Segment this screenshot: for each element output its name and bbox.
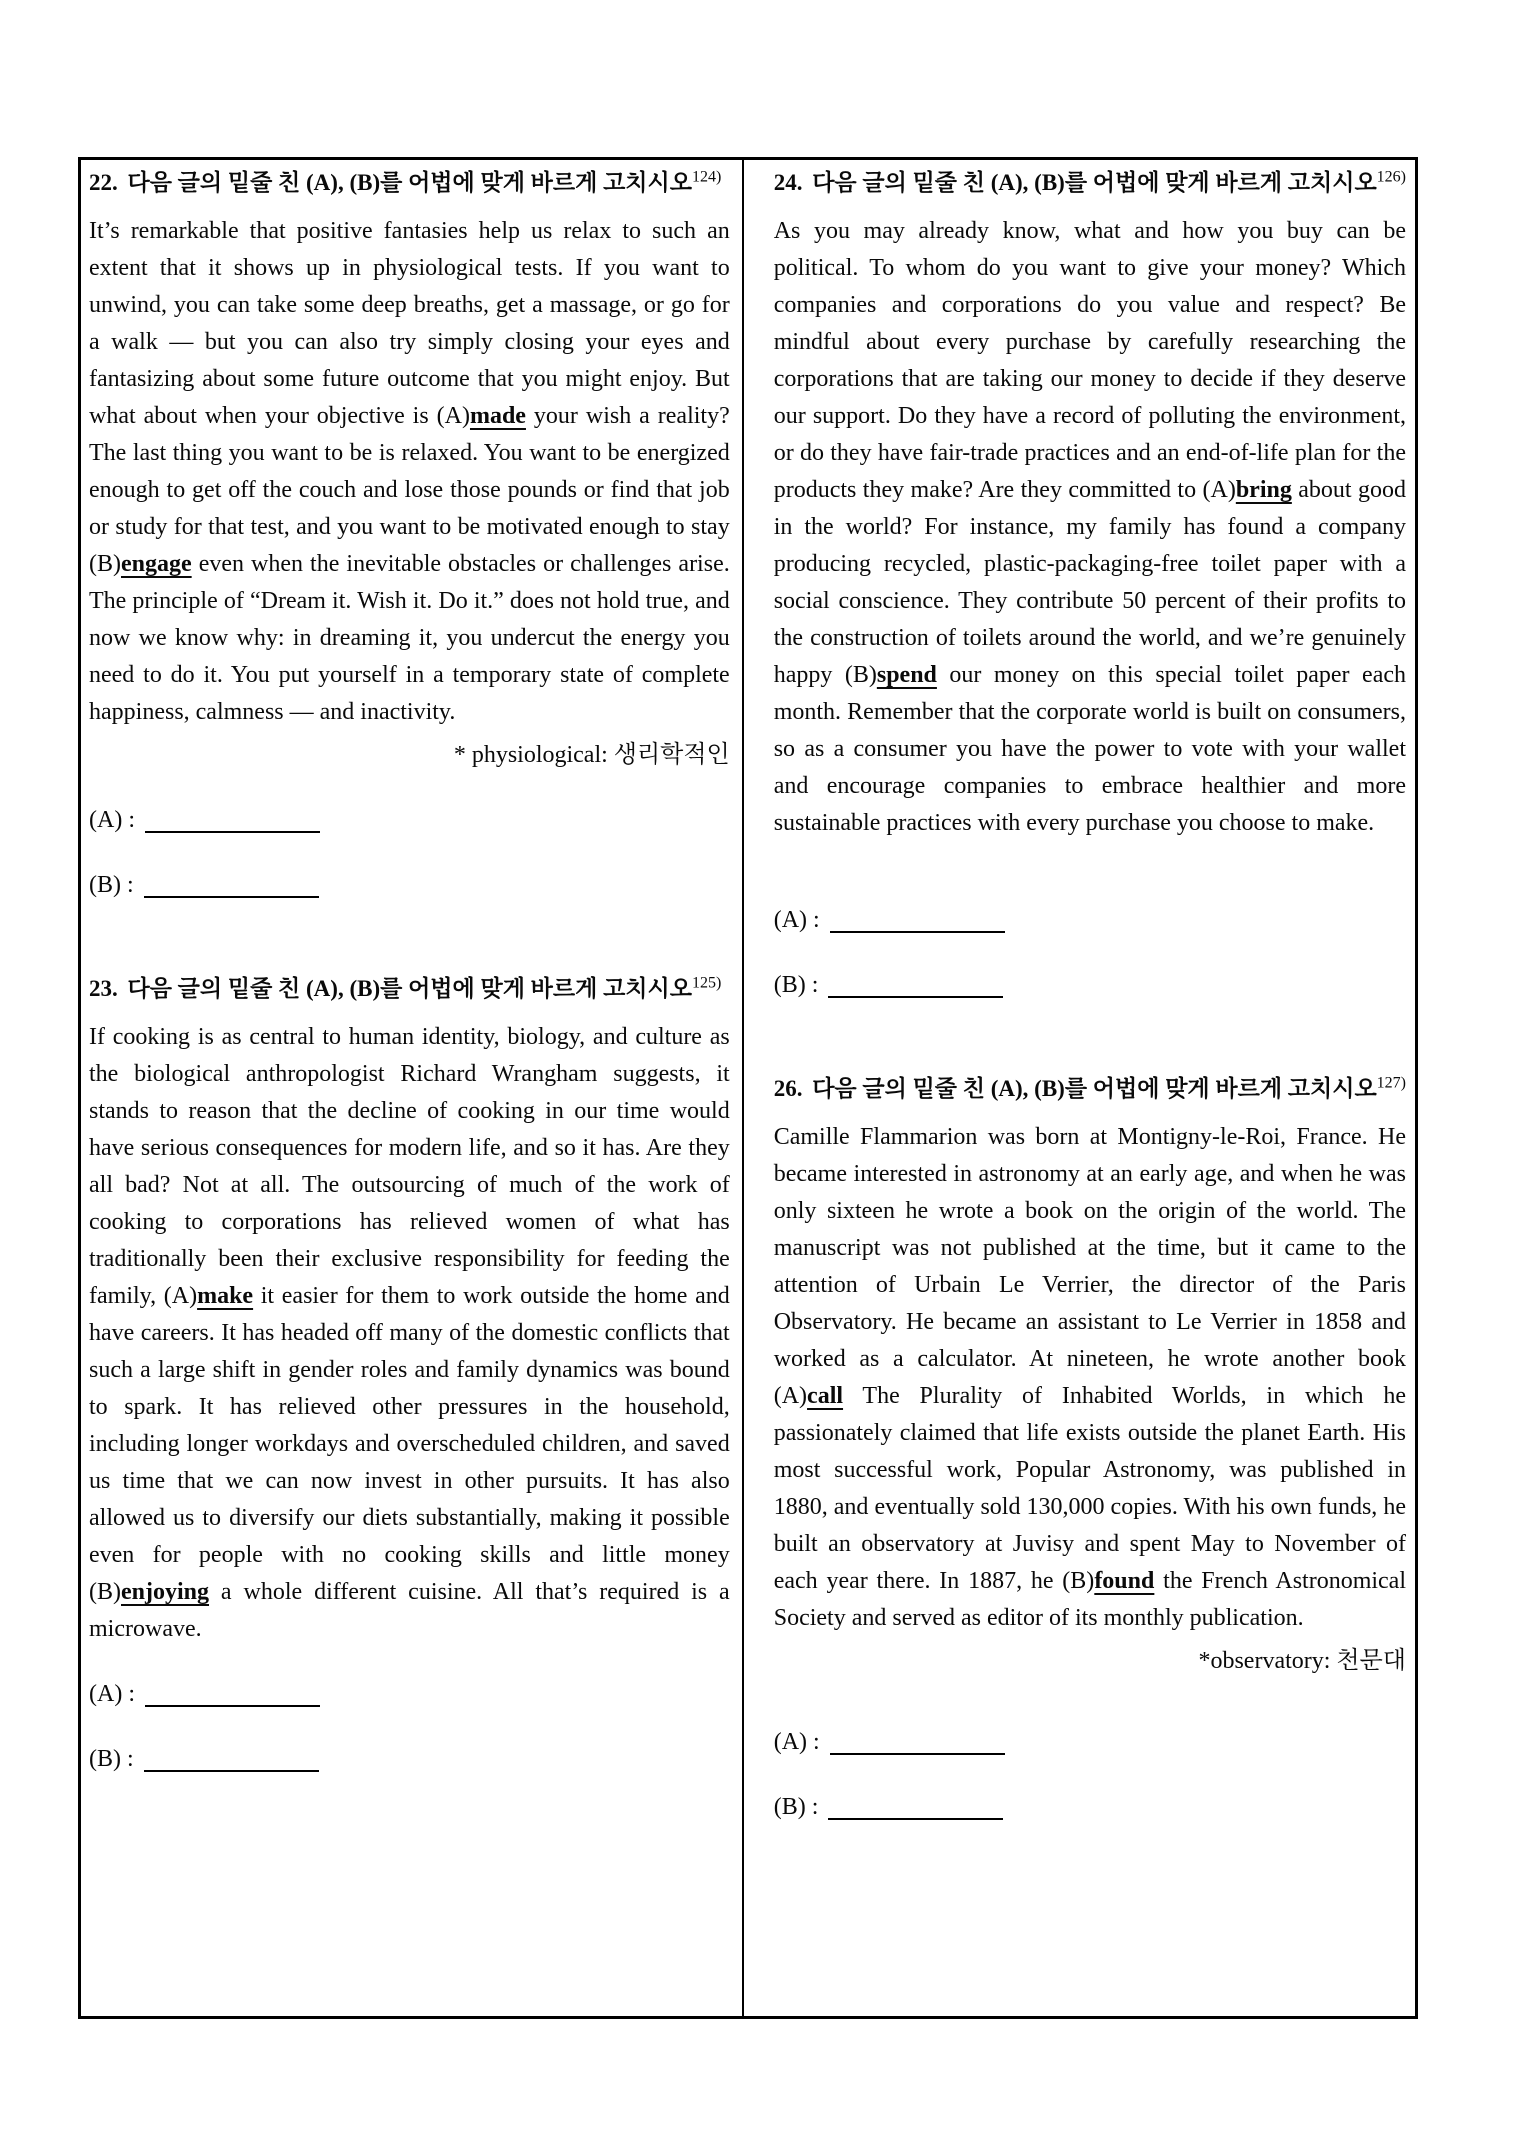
question-22-number: 22. — [89, 170, 118, 195]
question-23-prompt: 다음 글의 밑줄 친 (A), (B)를 어법에 맞게 바르게 고치시오 — [127, 976, 692, 1001]
question-26-answer-row-b — [774, 1789, 1406, 1826]
passage-segment: It’s remarkable that positive fantasies help us relax to such an extent that it shows up in physiological tests. If you want to unwind, you can take some deep breaths, get a massage, or go for a walk — but you can also try simply closing your eyes and fantasizing about some future outcome that you might enjoy. But what about when your objective is (A) — [89, 218, 730, 429]
question-22-answer-row-b — [89, 867, 730, 904]
question-22-answer-label-a: (A) : — [89, 807, 135, 833]
question-23-passage — [89, 1019, 730, 1648]
underlined-word: make — [197, 1283, 254, 1309]
question-22-title — [89, 164, 730, 201]
question-26-answer-label-a: (A) : — [773, 1729, 820, 1755]
question-26-answer-row-a — [774, 1724, 1406, 1761]
question-26-answer-blank-b — [828, 1817, 1003, 1820]
question-24-number: 24. — [773, 170, 803, 195]
question-22-answer-label-b: (B) : — [89, 872, 134, 898]
question-24 — [774, 164, 1406, 1004]
passage-segment: it easier for them to work outside the home and have careers. It has headed off many of the domestic conflicts that such a large shift in gender roles and family dynamics was bound to spark. It has relieved other pressures in the household, including longer workdays and overscheduled children, and saved us time that we can now invest in other pursuits. It has also allowed us to diversify our diets substantially, making it possible even for people with no cooking skills and little money (B) — [89, 1283, 730, 1605]
question-22-answer-blank-b — [144, 895, 319, 898]
question-24-answer-row-b — [774, 967, 1406, 1004]
question-26-footnote-ref: 127) — [1376, 1074, 1406, 1092]
passage-segment: Camille Flammarion was born at Montigny-le-Roi, France. He became interested in astronomy at an early age, and when he was only sixteen he wrote a book on the origin of the world. The manuscript was not published at the time, but it came to the attention of Urbain Le Verrier, the director of the Paris Observatory. He became an assistant to Le Verrier in 1858 and worked as a calculator. At nineteen, he wrote another book (A) — [773, 1124, 1406, 1409]
question-26-answer-blank-a — [830, 1752, 1005, 1755]
question-23-answer-row-b — [89, 1741, 730, 1778]
underlined-word: spend — [876, 662, 937, 688]
question-23-number: 23. — [89, 976, 118, 1001]
question-24-answer-label-a: (A) : — [773, 907, 820, 933]
question-26 — [774, 1070, 1406, 1826]
passage-segment: about good in the world? For instance, my family has found a company producing recycled, plastic-packaging-free toilet paper with a social conscience. They contribute 50 percent of their profits to the construction of toilets around the world, and we’re genuinely happy (B) — [773, 477, 1406, 688]
question-26-answer-label-b: (B) : — [773, 1794, 819, 1820]
question-24-answer-row-a — [774, 902, 1406, 939]
question-23-answer-label-a: (A) : — [89, 1681, 135, 1707]
passage-segment: a whole different cuisine. All that’s required is a microwave. — [89, 1579, 730, 1642]
question-23 — [89, 970, 730, 1778]
underlined-word: made — [469, 403, 526, 429]
left-column — [81, 160, 744, 2016]
question-22 — [89, 164, 730, 904]
question-26-passage — [774, 1119, 1406, 1637]
question-24-answer-label-b: (B) : — [773, 972, 819, 998]
question-22-vocab-note: * physiological: 생리학적인 — [453, 742, 730, 768]
question-22-passage — [89, 213, 730, 731]
question-23-answer-label-b: (B) : — [89, 1746, 134, 1772]
underlined-word: engage — [121, 551, 192, 577]
question-23-answer-blank-b — [144, 1769, 319, 1772]
question-24-footnote-ref: 126) — [1376, 168, 1406, 186]
underlined-word: call — [807, 1383, 844, 1409]
question-26-number: 26. — [773, 1076, 803, 1101]
passage-segment: The Plurality of Inhabited Worlds, in which he passionately claimed that life exists outside the planet Earth. His most successful work, Popular Astronomy, was published in 1880, and eventually sold 130,000 copies. With his own funds, he built an observatory at Juvisy and spent May to November of each year there. In 1887, he (B) — [773, 1383, 1406, 1594]
question-24-prompt: 다음 글의 밑줄 친 (A), (B)를 어법에 맞게 바르게 고치시오 — [812, 170, 1377, 195]
question-24-title — [774, 164, 1406, 201]
question-26-prompt: 다음 글의 밑줄 친 (A), (B)를 어법에 맞게 바르게 고치시오 — [812, 1076, 1377, 1101]
question-22-answer-blank-a — [145, 830, 320, 833]
question-24-answer-blank-b — [828, 995, 1003, 998]
passage-segment: our money on this special toilet paper each month. Remember that the corporate world is built on consumers, so as a consumer you have the power to vote with your wallet and encourage companies to embrace healthier and more sustainable practices with every purchase you choose to make. — [773, 662, 1406, 836]
question-26-vocab-note: *observatory: 천문대 — [1198, 1648, 1406, 1674]
question-24-answer-blank-a — [830, 930, 1005, 933]
question-23-answer-row-a — [89, 1676, 730, 1713]
question-26-title — [774, 1070, 1406, 1107]
passage-segment: As you may already know, what and how you buy can be political. To whom do you want to give your money? Which companies and corporations do you value and respect? Be mindful about every purchase by carefully researching the corporations that are taking our money to decide if they deserve our support. Do they have a record of polluting the environment, or do they have fair-trade practices and an end-of-life plan for the products they make? Are they committed to (A) — [773, 218, 1406, 503]
question-23-footnote-ref: 125) — [691, 974, 722, 992]
passage-segment: even when the inevitable obstacles or challenges arise. The principle of “Dream it. Wish it. Do it.” does not hold true, and now we know why: in dreaming it, you undercut the energy you need to do it. You put yourself in a temporary state of complete happiness, calmness — and inactivity. — [89, 551, 730, 725]
question-22-prompt: 다음 글의 밑줄 친 (A), (B)를 어법에 맞게 바르게 고치시오 — [127, 170, 692, 195]
underlined-word: enjoying — [121, 1579, 210, 1605]
passage-segment: If cooking is as central to human identity, biology, and culture as the biological anthropologist Richard Wrangham suggests, it stands to reason that the decline of cooking in our time would have serious consequences for modern life, and so it has. Are they all bad? Not at all. The outsourcing of much of the work of cooking to corporations has relieved women of what has traditionally been their exclusive responsibility for feeding the family, (A) — [89, 1024, 730, 1309]
passage-segment: the French Astronomical Society and served as editor of its monthly publication. — [773, 1568, 1407, 1631]
question-23-title — [89, 970, 730, 1007]
underlined-word: bring — [1235, 477, 1292, 503]
question-23-answer-blank-a — [145, 1704, 320, 1707]
question-22-answer-row-a — [89, 802, 730, 839]
worksheet-border — [78, 157, 1418, 2019]
right-column — [744, 160, 1415, 2016]
passage-segment: your wish a reality? The last thing you want to be is relaxed. You want to be energized enough to get off the couch and lose those pounds or find that job or study for that test, and you want to be motivated enough to stay (B) — [89, 403, 730, 577]
question-24-passage — [774, 213, 1406, 842]
question-22-footnote-ref: 124) — [691, 168, 722, 186]
underlined-word: found — [1094, 1568, 1155, 1594]
